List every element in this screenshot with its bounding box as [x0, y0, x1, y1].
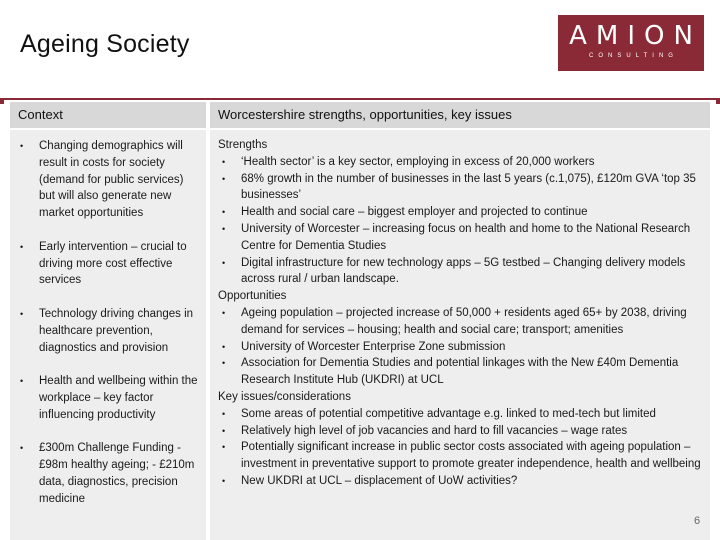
list-item	[10, 306, 206, 356]
bullet: •	[222, 207, 226, 218]
list-item-text: Relatively high level of job vacancies and hard to fill vacancies – wage rates	[241, 424, 628, 437]
list-item-text: Potentially significant increase in public sector costs associated with ageing population – investment in preventative support to promote greater independence, health and wellbeing	[241, 441, 701, 471]
header-divider	[0, 98, 720, 100]
list-item	[218, 255, 706, 289]
list-item-text: New UKDRI at UCL – displacement of UoW activities?	[241, 474, 518, 487]
list-item	[218, 221, 706, 255]
logo-tagline: CONSULTING	[589, 53, 678, 59]
page-title: Ageing Society	[20, 30, 190, 58]
list-item-text: Ageing population – projected increase of 50,000 + residents aged 65+ by 2038, driving demand for services – housing; health and social care; transport; amenities	[241, 306, 687, 336]
list-item-text: ‘Health sector’ is a key sector, employing in excess of 20,000 workers	[241, 155, 595, 168]
bullet: •	[222, 173, 226, 184]
list-item	[218, 423, 706, 440]
list-item	[10, 440, 206, 507]
list-item-text: Health and social care – biggest employer and projected to continue	[241, 206, 588, 219]
strengths-heading: Strengths	[218, 139, 268, 151]
bullet: •	[20, 443, 24, 454]
list-item	[218, 171, 706, 205]
bullet: •	[222, 223, 226, 234]
list-item	[10, 373, 206, 423]
bullet: •	[20, 376, 24, 387]
bullet: •	[222, 475, 226, 486]
list-item-text: Technology driving changes in healthcare prevention, diagnostics and provision	[39, 307, 194, 354]
context-column	[10, 130, 206, 540]
bullet: •	[222, 307, 226, 318]
amion-logo	[558, 15, 704, 71]
list-item	[218, 439, 706, 473]
bullet: •	[222, 442, 226, 453]
list-item	[10, 138, 206, 222]
opportunities-heading: Opportunities	[218, 290, 287, 303]
list-item-text: Digital infrastructure for new technology apps – 5G testbed – Changing delivery models across rural / urban landscape.	[241, 256, 686, 286]
page-number: 6	[694, 515, 701, 527]
list-item	[218, 154, 706, 171]
bullet: •	[20, 241, 24, 252]
bullet: •	[222, 341, 226, 352]
list-item-text: Early intervention – crucial to driving more cost effective services	[39, 240, 187, 287]
bullet: •	[222, 425, 226, 436]
list-item-text: University of Worcester Enterprise Zone submission	[241, 340, 506, 353]
list-item-text: Association for Dementia Studies and potential linkages with the New £40m Dementia Research Institute Hub (UKDRI) at UCL	[241, 357, 679, 387]
list-item-text: 68% growth in the number of businesses in the last 5 years (c.1,075), £120m GVA ‘top 35 businesses’	[241, 172, 696, 202]
list-item-text: £300m Challenge Funding - £98m healthy ageing; - £210m data, diagnostics, precision medicine	[39, 442, 195, 505]
list-item	[10, 239, 206, 289]
bullet: •	[222, 257, 226, 268]
list-item	[218, 406, 706, 423]
bullet: •	[20, 141, 24, 151]
list-item-text: Health and wellbeing within the workplace – key factor influencing productivity	[39, 375, 198, 421]
list-item	[218, 473, 706, 490]
strengths-header: Worcestershire strengths, opportunities, key issues	[210, 102, 710, 128]
list-item	[218, 355, 706, 389]
key-issues-heading: Key issues/considerations	[218, 390, 351, 403]
list-item-text: Some areas of potential competitive advantage e.g. linked to med-tech but limited	[241, 407, 656, 420]
bullet: •	[20, 308, 24, 319]
list-item	[218, 204, 706, 221]
content-table	[10, 102, 710, 540]
strengths-column	[210, 130, 710, 540]
divider-tick-right	[716, 98, 720, 104]
context-header: Context	[10, 102, 206, 128]
list-item-text: University of Worcester – increasing focus on health and home to the National Research Centre for Dementia Studies	[241, 222, 691, 252]
context-list	[10, 138, 206, 524]
list-item-text: Changing demographics will result in costs for society (demand for public services) but will also generate new market opportunities	[39, 140, 184, 220]
bullet: •	[222, 358, 226, 369]
divider-tick-left	[0, 98, 4, 104]
bullet: •	[222, 156, 226, 167]
list-item	[218, 339, 706, 356]
strengths-content	[218, 137, 706, 490]
logo-name: AMION	[569, 21, 702, 51]
bullet: •	[222, 408, 226, 419]
list-item	[218, 305, 706, 339]
